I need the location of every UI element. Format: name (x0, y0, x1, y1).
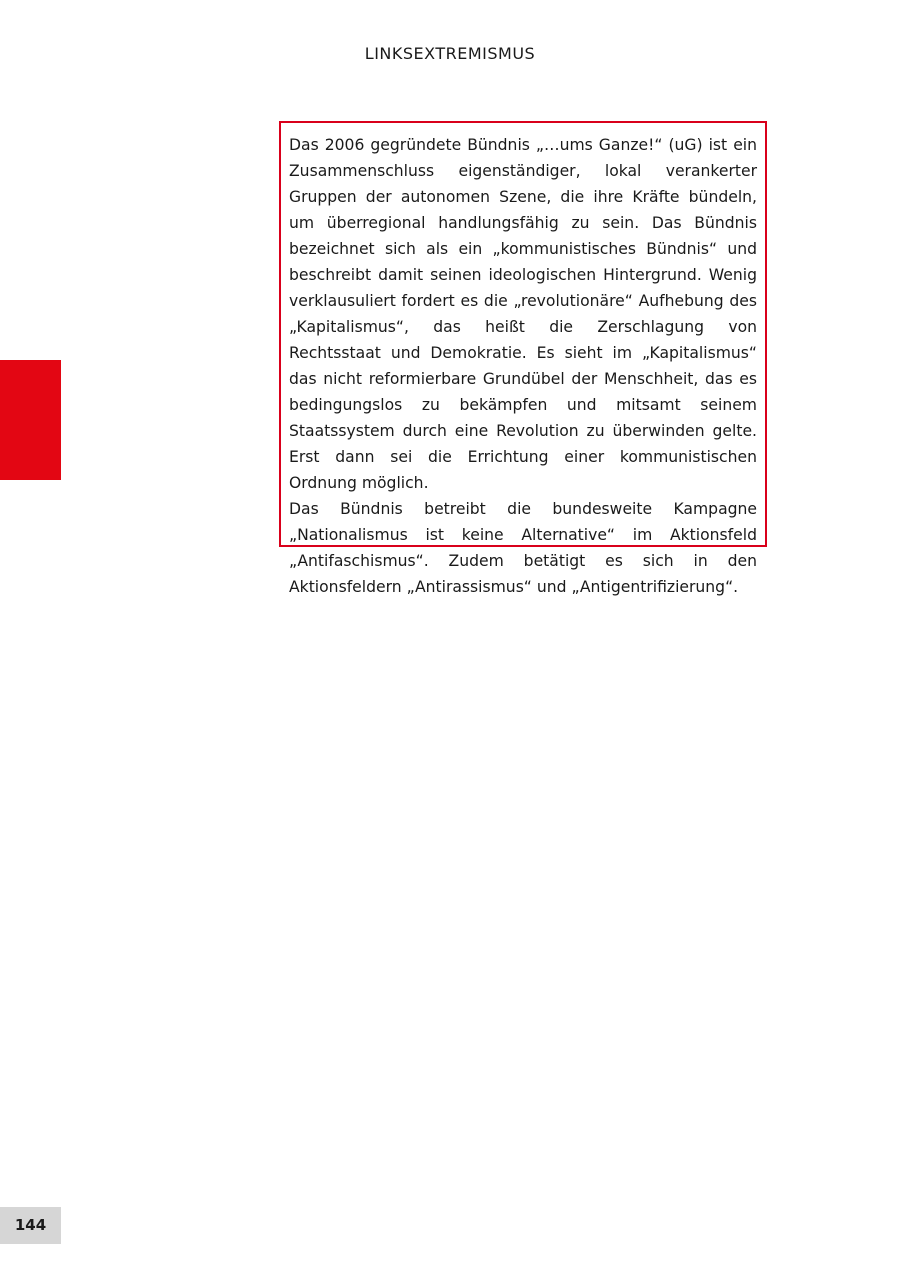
info-paragraph-1: Das 2006 gegründete Bündnis „…ums Ganze!“ (uG) ist ein Zusammenschluss eigenständiger, lokal verankerter Gruppen der autonomen Szene, die ihre Kräfte bündeln, um überregional handlungsfähig zu sein. Das Bündnis bezeichnet sich als ein „kommunistisches Bündnis“ und beschreibt damit seinen ideologischen Hintergrund. Wenig verklausuliert fordert es die „revolutionäre“ Aufhebung des „Kapitalismus“, das heißt die Zerschlagung von Rechtsstaat und Demokratie. Es sieht im „Kapitalismus“ das nicht reformierbare Grundübel der Menschheit, das es bedingungslos zu bekämpfen und mitsamt seinem Staatssystem durch eine Revolution zu überwinden gelte. Erst dann sei die Errichtung einer kommunistischen Ordnung möglich. (289, 136, 757, 492)
running-title: LINKSEXTREMISMUS (364, 44, 536, 63)
page-number-box (0, 1207, 61, 1244)
chapter-side-tab (0, 360, 61, 480)
page-number: 144 (14, 1216, 47, 1234)
info-box (279, 121, 767, 596)
info-paragraph-2: Das Bündnis betreibt die bundesweite Kampagne „Nationalismus ist keine Alternative“ im Aktionsfeld „Antifaschismus“. Zudem betätigt es sich in den Aktionsfeldern „Antirassismus“ und „Antigentrifizierung“. (289, 500, 757, 596)
